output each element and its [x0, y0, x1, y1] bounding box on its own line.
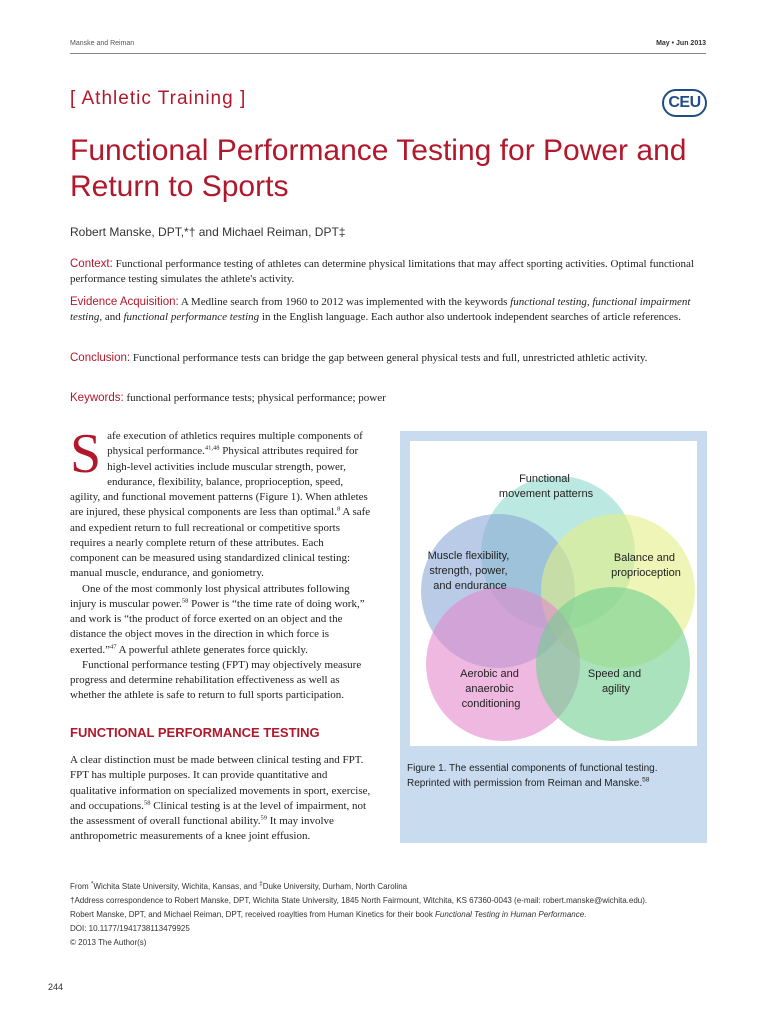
- circle-speed: [536, 587, 690, 741]
- footnote-disclosure: Robert Manske, DPT, and Michael Reiman, DPT, received roaylties from Human Kinetics for their book Functional Testing in Human Performance.: [70, 910, 587, 919]
- paragraph-4: [70, 753, 372, 845]
- footnote-affiliations: From *Wichita State University, Wichita, Kansas, and ‡Duke University, Durham, North Carolina: [70, 880, 408, 891]
- figure-1: [400, 431, 707, 843]
- p1-text-a: afe execution of athletics requires multiple components of physical performance.: [107, 430, 363, 458]
- footnote-correspondence: †Address correspondence to Robert Manske, DPT, Wichita State University, 1845 North Fairmount, Witchita, KS 67360-0043 (e-mail: robert.manske@wichita.edu).: [70, 896, 648, 905]
- p4-text-a: A clear distinction must be made between clinical testing and FPT. FPT has multiple purposes. It can provide quantitative and qualitative information on specialized movements in sport, exercise, and occupations.: [70, 754, 371, 812]
- conclusion-label: Conclusion:: [70, 352, 131, 364]
- header-divider: [70, 53, 706, 54]
- p4-text-c: It may involve anthropometric measurements of a knee joint effusion.: [70, 815, 334, 843]
- label-balance: Balance and proprioception: [611, 552, 681, 579]
- ceu-badge: CEU: [662, 89, 707, 117]
- keywords-label: Keywords:: [70, 392, 124, 404]
- author-line: Robert Manske, DPT,*† and Michael Reiman, DPT‡: [70, 225, 346, 239]
- body-column-section: [70, 753, 372, 845]
- paragraph-3: Functional performance testing (FPT) may objectively measure progress and determine rehabilitation effectiveness as well as whether the athlete is safe to return to full sports participation.: [70, 658, 362, 702]
- abstract-context: [70, 257, 710, 287]
- footnote-copyright: © 2013 The Author(s): [70, 938, 147, 947]
- evidence-keyword-1: functional testing,: [510, 296, 590, 308]
- context-label: Context:: [70, 258, 113, 270]
- running-header-authors: Manske and Reiman: [70, 40, 135, 47]
- label-functional-movement: Functional movement patterns: [498, 473, 594, 500]
- label-aerobic: Aerobic and anaerobic conditioning: [460, 668, 521, 710]
- paragraph-2: [70, 582, 372, 658]
- evidence-keyword-2: functional impairment testing,: [70, 296, 691, 323]
- footnote-doi: DOI: 10.1177/1941738113479925: [70, 924, 190, 933]
- label-speed: Speed and agility: [587, 668, 642, 695]
- citation-ref: 8: [336, 505, 341, 513]
- keywords-text: functional performance tests; physical performance; power: [126, 392, 386, 404]
- evidence-keyword-3: functional performance testing: [123, 311, 260, 323]
- citation-ref: 41,48: [204, 444, 220, 452]
- running-header-issue: May • Jun 2013: [656, 40, 706, 47]
- section-tag: [ Athletic Training ]: [70, 88, 247, 109]
- context-text: Functional performance testing of athletes can determine physical limitations that may affect sporting activities. Optimal functional performance testing simulates the athlete's activity.: [70, 258, 694, 285]
- evidence-label: Evidence Acquisition:: [70, 296, 179, 308]
- p4-text-b: Clinical testing is at the level of impairment, not the assessment of overall functional ability.: [70, 799, 367, 827]
- citation-ref: 58: [143, 799, 151, 807]
- p2-text-a: One of the most commonly lost physical attributes following injury is muscular power.: [70, 582, 350, 610]
- p2-text-b: Power is “the time rate of doing work,” and work is “the product of force exerted on an object and the distance the object moves in the direction in which force is exerted.”: [70, 597, 365, 656]
- citation-ref: 58: [642, 776, 650, 784]
- conclusion-text: Functional performance tests can bridge the gap between general physical tests and full, unrestricted athletic activity.: [132, 352, 648, 364]
- abstract-keywords: [70, 391, 710, 406]
- evidence-text-1: A Medline search from 1960 to 2012 was implemented with the keywords: [180, 296, 508, 308]
- article-title: Functional Performance Testing for Power and Return to Sports: [70, 134, 687, 203]
- figure-caption: [407, 761, 697, 791]
- drop-cap: S: [70, 423, 102, 485]
- abstract-conclusion: [70, 351, 710, 366]
- evidence-text-2: and: [104, 311, 121, 323]
- footnotes: [70, 880, 720, 950]
- p2-text-c: A powerful athlete generates force quickly.: [116, 643, 308, 656]
- body-column-intro: [70, 423, 372, 704]
- p1-text-b: Physical attributes required for high-level activities include muscular strength, power, endurance, flexibility, balance, proprioception, speed, agility, and functional movement patterns (Figure 1). When athletes are injured, these physical components are less than optimal.: [70, 445, 368, 519]
- abstract-evidence: [70, 295, 710, 325]
- label-muscle-flexibility: Muscle flexibility, strength, power, and endurance: [427, 550, 510, 592]
- paragraph-1: [70, 423, 372, 582]
- venn-diagram: [410, 441, 697, 746]
- evidence-text-3: in the English language. Each author also undertook independent searches of article references.: [261, 311, 681, 323]
- figure-caption-text: Figure 1. The essential components of functional testing. Reprinted with permission from Reiman and Manske.: [407, 763, 658, 789]
- page-number: 244: [48, 982, 64, 992]
- citation-ref: 58: [181, 597, 189, 605]
- section-heading: FUNCTIONAL PERFORMANCE TESTING: [70, 725, 320, 740]
- figure-panel: [410, 441, 697, 746]
- citation-ref: 47: [110, 642, 117, 650]
- citation-ref: 59: [260, 814, 268, 822]
- p1-text-c: A safe and expedient return to full recreational or competitive sports requires a nearly complete return of these attributes. Each component can be measured using standardized clinical testing: manual muscle, endurance, and goniometry.: [70, 506, 371, 580]
